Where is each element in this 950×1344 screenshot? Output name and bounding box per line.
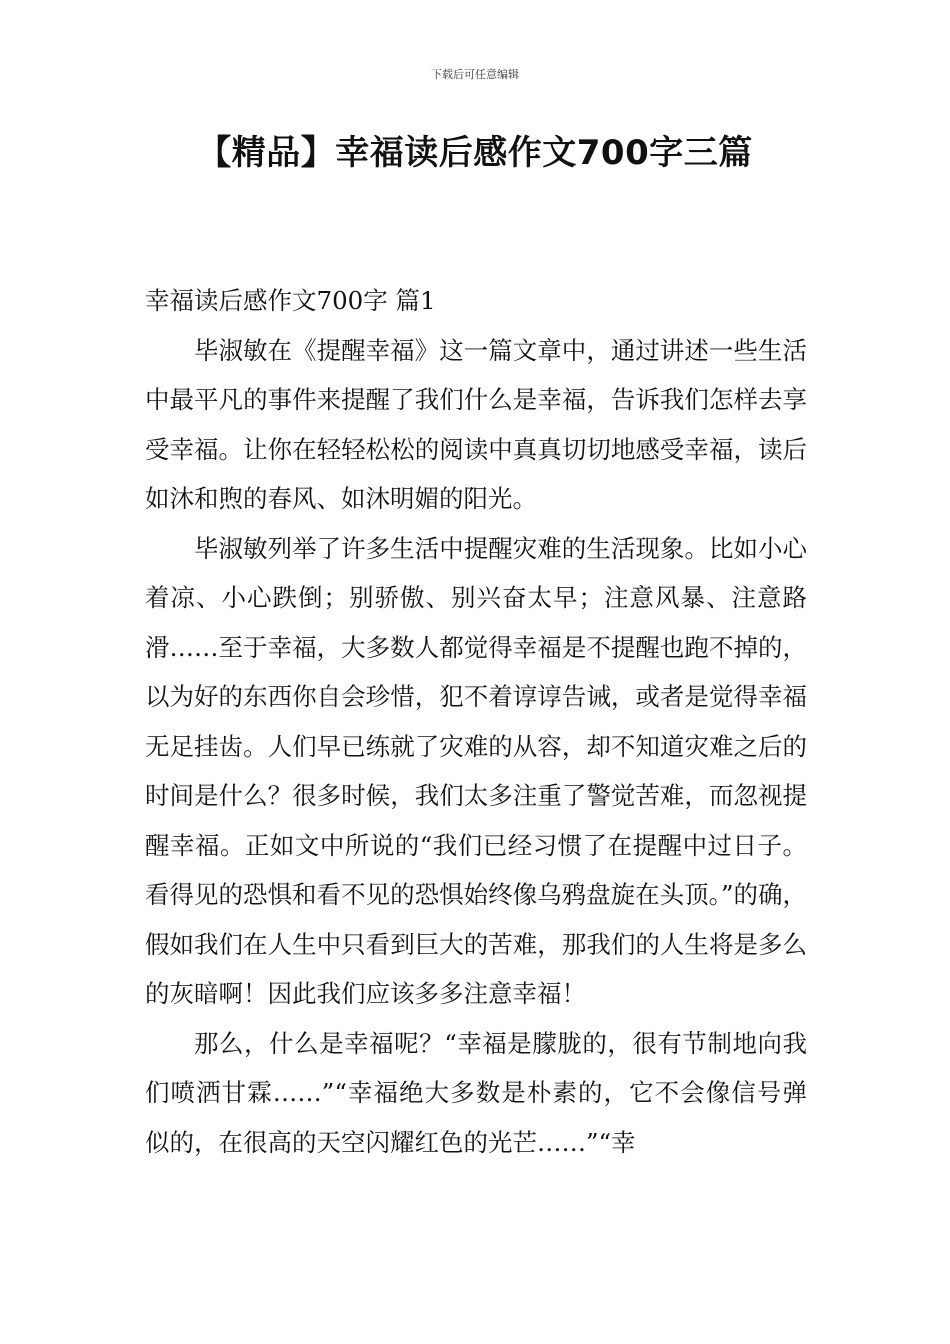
section-heading: 幸福读后感作文700字 篇1 — [145, 286, 436, 315]
header-note: 下载后可任意编辑 — [431, 68, 519, 81]
paragraph: 那么，什么是幸福呢？“幸福是朦胧的，很有节制地向我们喷洒甘霖……”“幸福绝大多数是朴素的，它不会像信号弹似的，在很高的天空闪耀红色的光芒……”“幸 — [145, 1028, 807, 1157]
paragraph: 毕淑敏列举了许多生活中提醒灾难的生活现象。比如小心着凉、小心跌倒；别骄傲、别兴奋太早；注意风暴、注意路滑……至于幸福，大多数人都觉得幸福是不提醒也跑不掉的，以为好的东西你自会珍惜，犯不着谆谆告诫，或者是觉得幸福无足挂齿。人们早已练就了灾难的从容，却不知道灾难之后的时间是什么？很多时候，我们太多注重了警觉苦难，而忽视提醒幸福。正如文中所说的“我们已经习惯了在提醒中过日子。看得见的恐惧和看不见的恐惧始终像乌鸦盘旋在头顶。”的确，假如我们在人生中只看到巨大的苦难，那我们的人生将是多么的灰暗啊！因此我们应该多多注意幸福！ — [145, 533, 807, 1008]
document-title: 【精品】幸福读后感作文700字三篇 — [197, 133, 753, 173]
document-body — [145, 276, 807, 1167]
paragraph: 毕淑敏在《提醒幸福》这一篇文章中，通过讲述一些生活中最平凡的事件来提醒了我们什么是幸福，告诉我们怎样去享受幸福。让你在轻轻松松的阅读中真真切切地感受幸福，读后如沐和煦的春风、如沐明媚的阳光。 — [145, 335, 807, 513]
